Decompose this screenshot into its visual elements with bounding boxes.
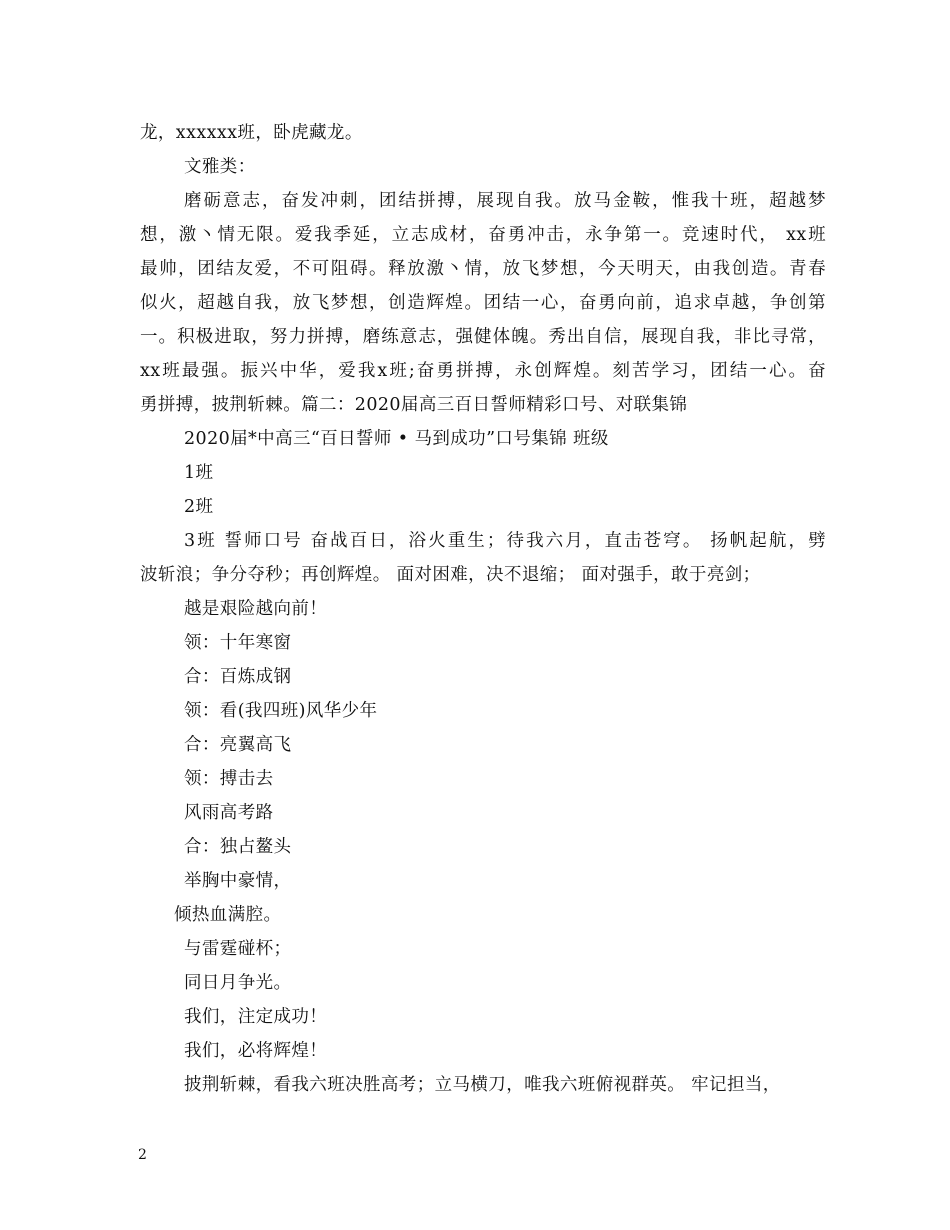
section-heading: 文雅类：	[184, 157, 256, 177]
document-body	[140, 116, 826, 1102]
text-line: 3班 誓师口号 奋战百日，浴火重生；待我六月，直击苍穹。 扬帆起航，劈	[184, 531, 826, 551]
text-line: 倾热血满腔。	[174, 905, 282, 925]
text-line: 合：亮翼高飞	[184, 735, 292, 755]
text-line: 最帅，团结友爱，不可阻碍。释放激丶情，放飞梦想，今天明天，由我创造。青春	[140, 259, 826, 279]
page-number: 2	[138, 1147, 147, 1163]
text-line: xx班最强。振兴中华，爱我x班;奋勇拼搏，永创辉煌。刻苦学习，团结一心。奋	[140, 361, 826, 381]
text-line: 1班	[184, 463, 214, 483]
text-line: 我们，必将辉煌！	[184, 1041, 328, 1061]
text-line: 一。积极进取，努力拼搏，磨练意志，强健体魄。秀出自信，展现自我，非比寻常，	[140, 327, 826, 347]
text-line: 领：看(我四班)风华少年	[184, 701, 378, 721]
text-line: 2班	[184, 497, 214, 517]
text-line: 想，激丶情无限。爱我季延，立志成材，奋勇冲击，永争第一。竞速时代， xx班	[140, 225, 826, 245]
text-line: 合：百炼成钢	[184, 667, 292, 687]
text-line: 2020届*中高三“百日誓师 • 马到成功”口号集锦 班级	[184, 429, 609, 449]
text-line: 合：独占鳌头	[184, 837, 292, 857]
text-line: 波斩浪；争分夺秒；再创辉煌。 面对困难，决不退缩； 面对强手，敢于亮剑；	[140, 565, 761, 585]
text-line: 与雷霆碰杯；	[184, 939, 292, 959]
text-line: 风雨高考路	[184, 803, 274, 823]
text-line: 越是艰险越向前！	[184, 599, 328, 619]
text-line: 龙，xxxxxx班，卧虎藏龙。	[140, 123, 363, 143]
text-line: 举胸中豪情，	[184, 871, 292, 891]
text-line: 领：十年寒窗	[184, 633, 292, 653]
text-line: 披荆斩棘，看我六班决胜高考；立马横刀，唯我六班俯视群英。 牢记担当，	[184, 1075, 781, 1095]
text-line: 似火，超越自我，放飞梦想，创造辉煌。团结一心，奋勇向前，追求卓越，争创第	[140, 293, 826, 313]
text-line: 领：搏击去	[184, 769, 274, 789]
text-line: 勇拼搏，披荆斩棘。篇二：2020届高三百日誓师精彩口号、对联集锦	[140, 395, 688, 415]
text-line: 同日月争光。	[184, 973, 292, 993]
text-line: 磨砺意志，奋发冲刺，团结拼搏，展现自我。放马金鞍，惟我十班，超越梦	[184, 191, 826, 211]
text-line: 我们，注定成功！	[184, 1007, 328, 1027]
